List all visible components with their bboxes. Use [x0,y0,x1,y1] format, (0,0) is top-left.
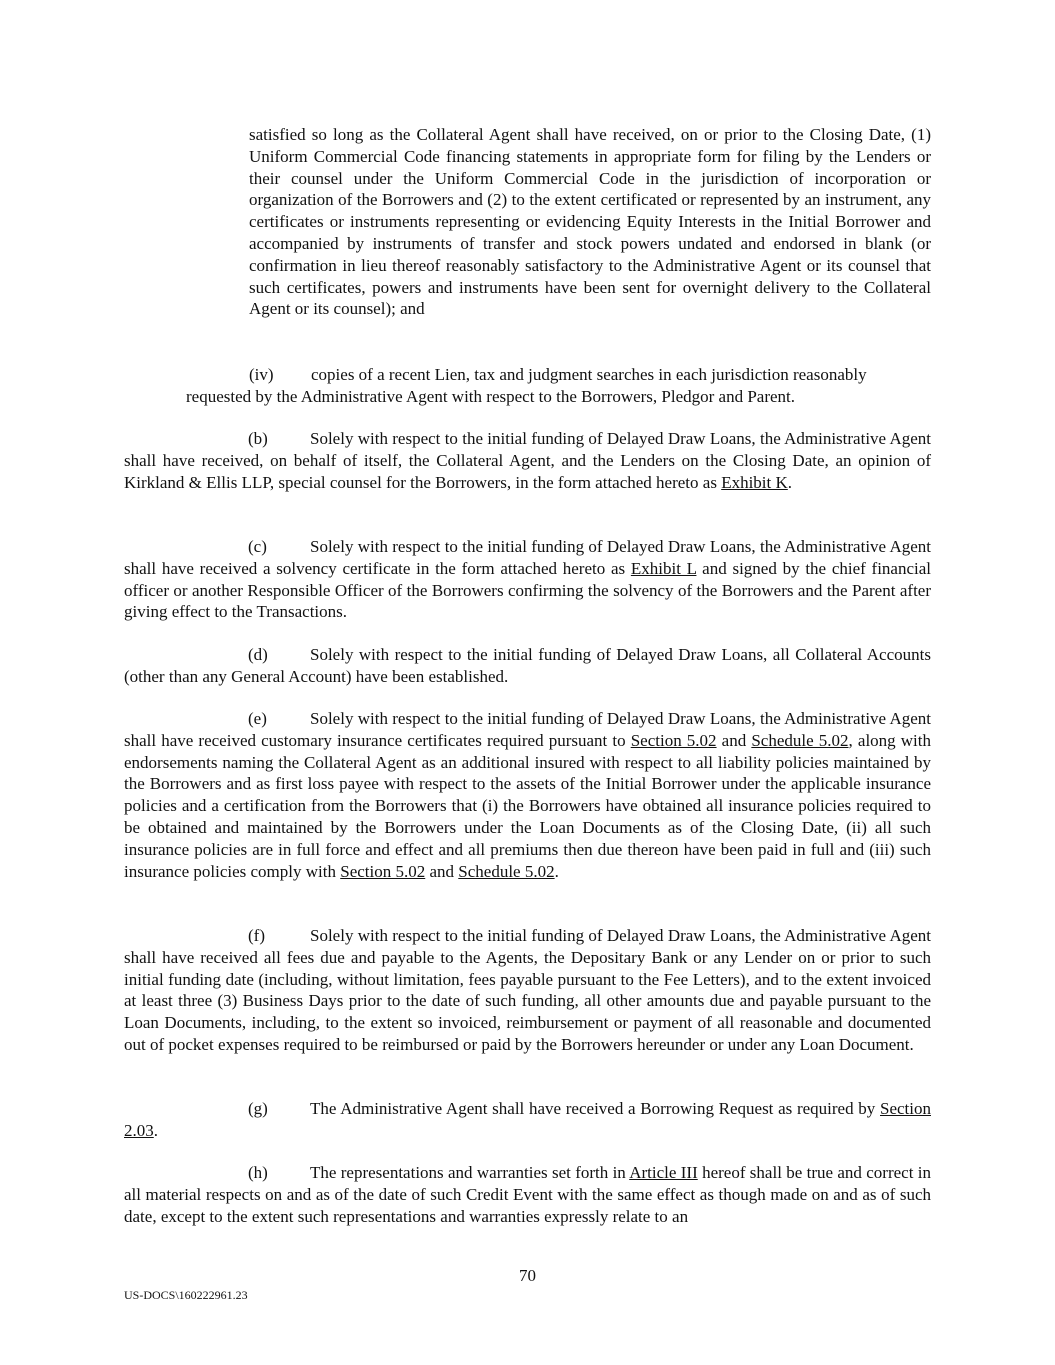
section-2-03-link[interactable]: Section 2.03 [124,1099,931,1140]
schedule-5-02-link-2[interactable]: Schedule 5.02 [458,861,555,881]
section-b-end: . [787,472,793,492]
exhibit-k-link[interactable]: Exhibit K [721,472,788,492]
section-g [124,1098,931,1142]
schedule-5-02-link[interactable]: Schedule 5.02 [751,730,849,750]
section-f-text: Solely with respect to the initial funding of Delayed Draw Loans, the Administrative Agent shall have received all fees due and payable to the Agents, the Depositary Bank or any Lender on or prior to such initial funding date (including, without limitation, fees payable pursuant to the Fee Letters), and to the extent invoiced at least three (3) Business Days prior to the date of such funding, all other amounts due and payable pursuant to the Loan Documents, including, to the extent so invoiced, reimbursement or payment of all reasonable and documented out of pocket expenses required to be reimbursed or paid by the Borrowers hereunder or under any Loan Document. [124,926,931,1054]
section-e [124,708,931,882]
intro-continuation-paragraph [249,124,931,320]
section-h-label: (h) [248,1163,268,1182]
section-f-label: (f) [248,926,265,945]
item-iv-continued [186,386,931,408]
exhibit-l-link[interactable]: Exhibit L [630,558,697,578]
page-number: 70 [519,1266,536,1285]
section-g-label: (g) [248,1099,268,1118]
section-d-text: Solely with respect to the initial funding of Delayed Draw Loans, all Collateral Accounts (other than any General Account) have been established. [124,645,931,686]
section-c [124,536,931,623]
section-b-text: Solely with respect to the initial funding of Delayed Draw Loans, the Administrative Agent shall have received, on behalf of itself, the Collateral Agent, and the Lenders on the Closing Date, an opinion of Kirkland & Ellis LLP, special counsel for the Borrowers, in the form attached hereto as [124,429,931,492]
section-e-text5: . [554,861,559,881]
section-c-label: (c) [248,537,267,556]
section-c-end: and signed by the chief financial officer or another Responsible Officer of the Borrowers confirming the solvency of the Borrowers and the Parent after giving effect to the Transactions. [124,558,932,622]
section-e-label: (e) [248,709,267,728]
section-d [124,644,931,688]
section-e-text1: Solely with respect to the initial funding of Delayed Draw Loans, the Administrative Agent shall have received customary insurance certificates required pursuant to [124,709,931,750]
section-e-text3: , along with endorsements naming the Collateral Agent as an additional insured with respect to all liability policies maintained by the Borrowers and as first loss payee with respect to the assets of the Initial Borrower under the applicable insurance policies and a certification from the Borrowers that (i) the Borrowers have obtained all insurance policies required to be obtained and maintained by the Borrowers under the Loan Documents as of the Closing Date, (ii) all such insurance policies are in full force and effect and all premiums then due thereon have been paid in full and (iii) such insurance policies comply with [124,730,931,881]
section-5-02-link[interactable]: Section 5.02 [630,730,717,750]
article-iii-link[interactable]: Article III [629,1163,698,1182]
item-iv-line1: copies of a recent Lien, tax and judgment searches in each jurisdiction reasonably [311,365,867,384]
section-h [124,1162,931,1227]
document-id: US-DOCS\160222961.23 [124,1288,248,1302]
section-d-label: (d) [248,645,268,664]
item-iv-line2: requested by the Administrative Agent with respect to the Borrowers, Pledgor and Parent. [186,387,796,406]
section-g-text: The Administrative Agent shall have received a Borrowing Request as required by [310,1099,880,1118]
section-5-02-link-2[interactable]: Section 5.02 [340,861,426,881]
section-g-end: . [153,1120,158,1140]
section-h-text: The representations and warranties set forth in [310,1163,630,1182]
section-e-text4: and [425,861,459,881]
section-c-text: Solely with respect to the initial funding of Delayed Draw Loans, the Administrative Agent shall have received a solvency certificate in the form attached hereto as [124,537,931,578]
section-f [124,925,931,1056]
section-h-end: hereof shall be true and correct in all material respects on and as of the date of such Credit Event with the same effect as though made on and as of such date, except to the extent such representations and warranties expressly relate to an [124,1163,931,1226]
section-b [124,428,931,493]
section-b-label: (b) [248,429,268,448]
item-iv-label: (iv) [249,365,274,384]
item-iv [249,364,931,386]
intro-text: satisfied so long as the Collateral Agent shall have received, on or prior to the Closing Date, (1) Uniform Commercial Code financing statements in appropriate form for filing by the Lenders or their counsel under the Uniform Commercial Code in the jurisdiction of incorporation or organization of the Borrowers and (2) to the extent certificated or represented by an instrument, any certificates or instruments representing or evidencing Equity Interests in the Initial Borrower and accompanied by instruments of transfer and stock powers undated and endorsed in blank (or confirmation in lieu thereof reasonably satisfactory to the Administrative Agent or its counsel that such certificates, powers and instruments have been sent for overnight delivery to the Collateral Agent or its counsel); and [249,125,931,319]
section-e-text2: and [716,730,752,750]
